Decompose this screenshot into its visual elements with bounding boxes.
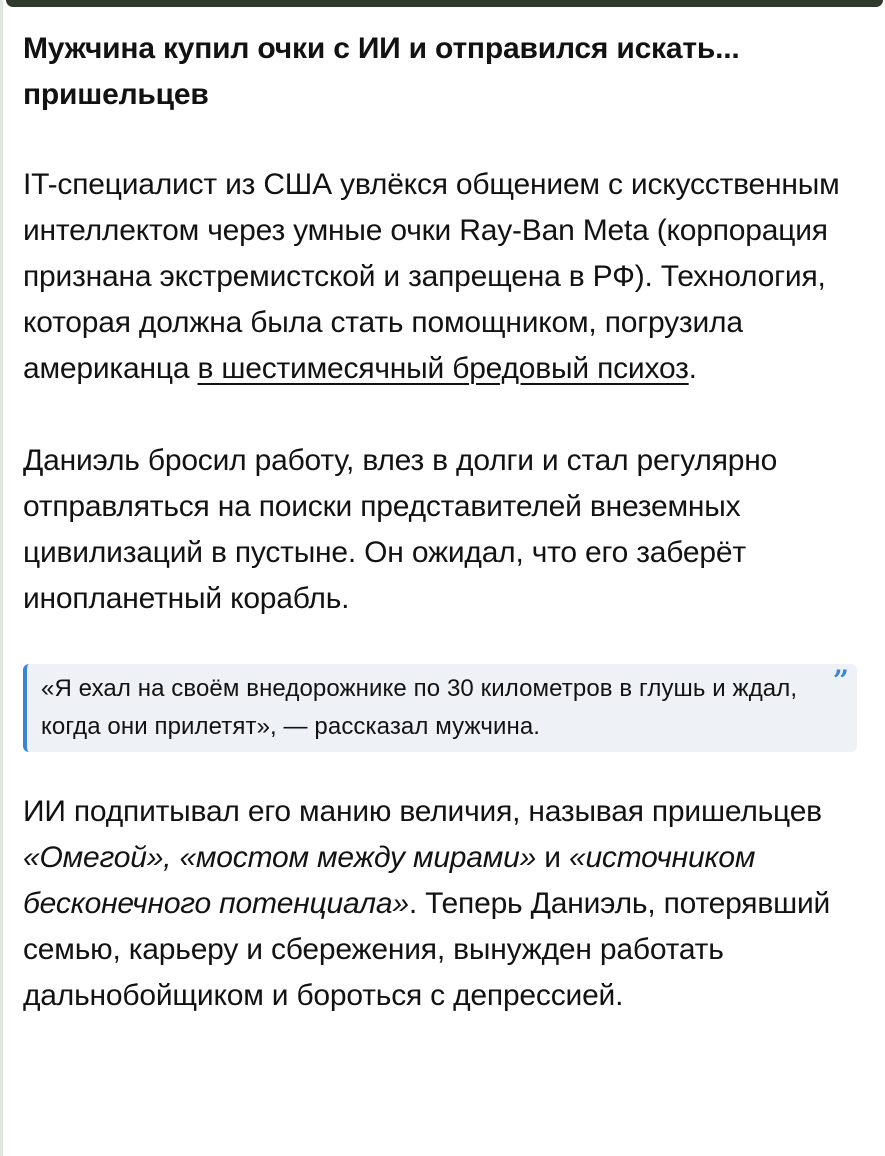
psychosis-article-link[interactable]: в шестимесячный бредовый психоз <box>197 352 689 385</box>
paragraph-ai-text-3: . Теперь Даниэль, потерявший семью, карьеру и сбережения, вынужден работать дальнобойщиком и бороться с депрессией. <box>23 887 831 1012</box>
paragraph-ai <box>23 789 868 1019</box>
paragraph-intro-text: IT-специалист из США увлёкся общением с искусственным интеллектом через умные очки Ray-Ban Meta (корпорация признана экстремистской и запрещена в РФ). Технология, которая должна была стать помощником, погрузила американца <box>23 168 840 385</box>
quote-text: «Я ехал на своём внедорожнике по 30 километров в глушь и ждал, когда они прилетят», — рассказал мужчина. <box>41 675 798 740</box>
blockquote <box>23 664 857 752</box>
chat-left-edge <box>0 0 3 1156</box>
media-preview-bottom-edge[interactable] <box>6 0 883 7</box>
post-title: Мужчина купил очки с ИИ и отправился искать... пришельцев <box>23 32 740 111</box>
paragraph-ai-italic-2: «источником бесконечного потенциала» <box>23 841 756 920</box>
paragraph-intro <box>23 162 868 392</box>
message-post <box>23 26 868 1019</box>
paragraph-daniel: Даниэль бросил работу, влез в долги и стал регулярно отправляться на поиски представителей внеземных цивилизаций в пустыне. Он ожидал, что его заберёт инопланетный корабль. <box>23 444 778 615</box>
quote-icon: ” <box>832 664 849 697</box>
paragraph-ai-text-1: ИИ подпитывал его манию величия, называя пришельцев <box>23 795 822 828</box>
paragraph-ai-italic-1: «Омегой», «мостом между мирами» <box>23 841 537 874</box>
paragraph-intro-end: . <box>688 352 697 385</box>
paragraph-ai-text-2: и <box>536 841 569 874</box>
